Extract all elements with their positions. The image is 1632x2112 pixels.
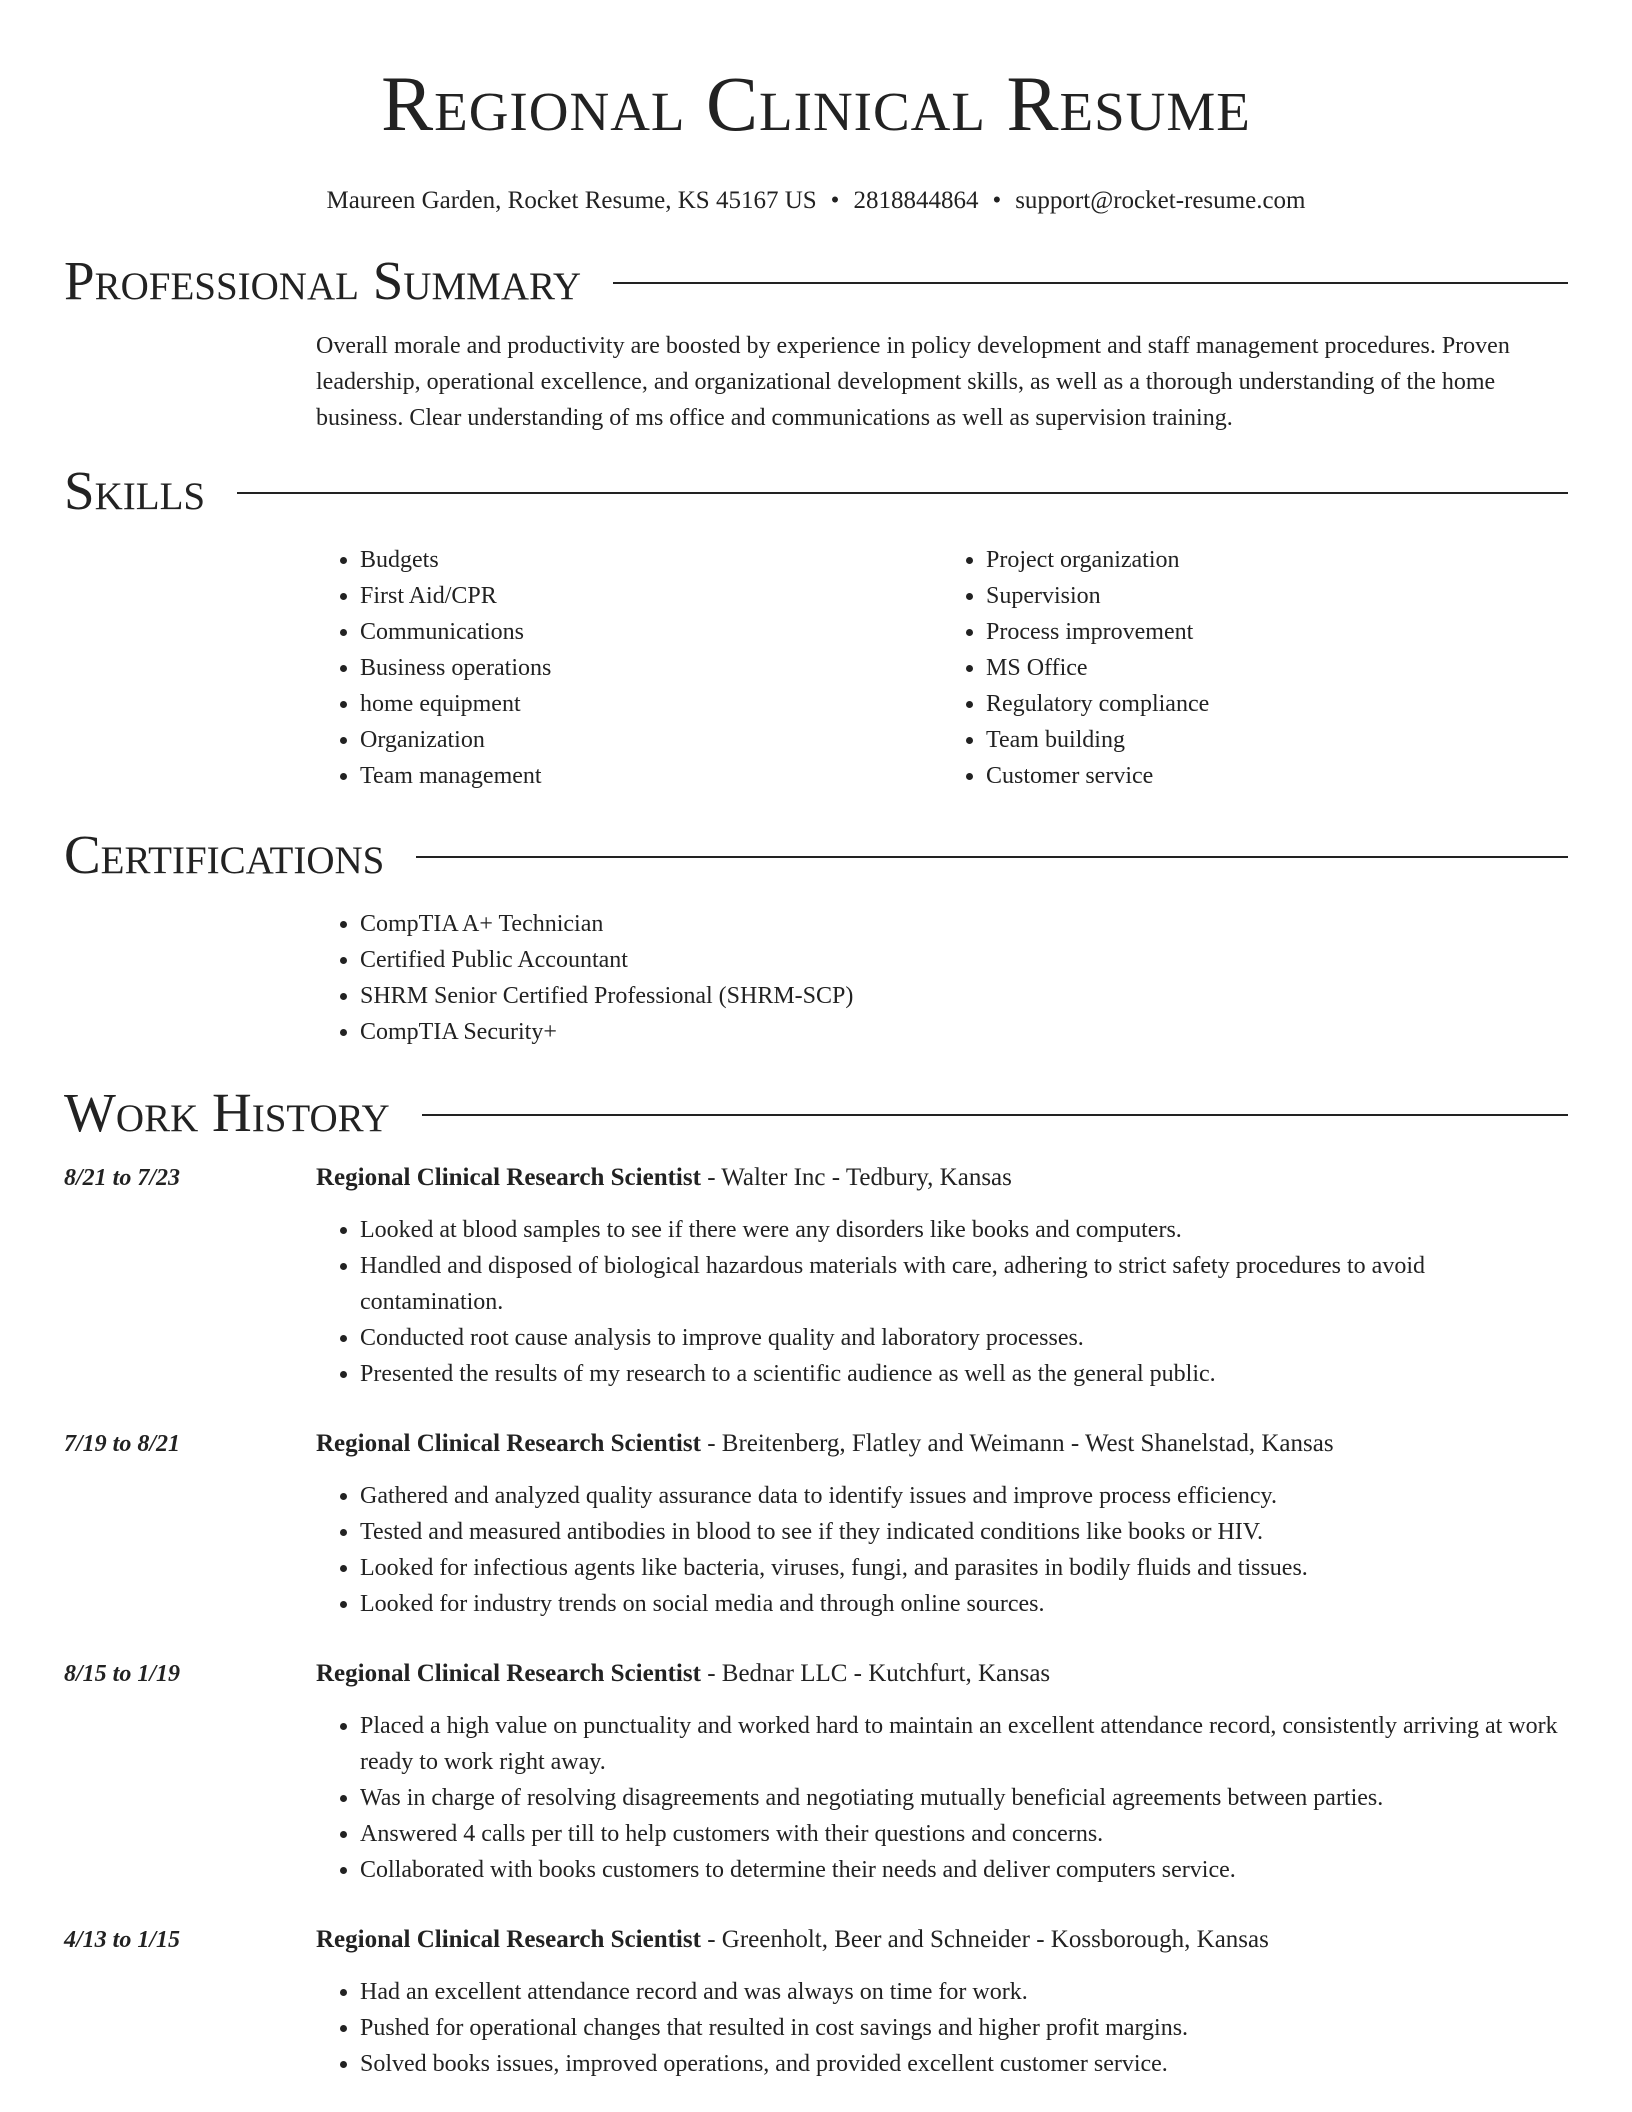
job-dates: 7/19 to 8/21 xyxy=(64,1431,181,1457)
skill-item: • Supervision xyxy=(986,578,1568,614)
skill-item: • home equipment xyxy=(360,686,942,722)
certification-item: • Certified Public Accountant xyxy=(360,942,1568,978)
skill-item: • Regulatory compliance xyxy=(986,686,1568,722)
summary-heading: Professional Summary xyxy=(64,250,582,311)
skills-list xyxy=(316,542,1568,794)
contact-email: support@rocket-resume.com xyxy=(1015,187,1306,214)
job-bullets xyxy=(316,1212,1568,1392)
skill-item: • Project organization xyxy=(986,542,1568,578)
job-employer: - Bednar LLC - Kutchfurt, Kansas xyxy=(700,1660,1051,1687)
skill-item: • Business operations xyxy=(360,650,942,686)
contact-line xyxy=(64,186,1568,216)
section-divider xyxy=(416,856,1568,858)
certifications-section-header xyxy=(64,822,1568,888)
job-role: Regional Clinical Research Scientist xyxy=(316,1926,701,1953)
job-bullet: • Conducted root cause analysis to improve quality and laboratory processes. xyxy=(360,1320,1568,1356)
summary-section-header xyxy=(64,248,1568,314)
job-title-line xyxy=(316,1656,1568,1692)
job-bullet: • Looked for industry trends on social media and through online sources. xyxy=(360,1586,1568,1622)
skills-column-right xyxy=(942,542,1568,794)
job-bullet: • Was in charge of resolving disagreements and negotiating mutually beneficial agreements between parties. xyxy=(360,1780,1568,1816)
section-divider xyxy=(422,1114,1568,1116)
job-bullet: • Pushed for operational changes that resulted in cost savings and higher profit margins. xyxy=(360,2010,1568,2046)
job-bullets xyxy=(316,1708,1568,1888)
job-bullets xyxy=(316,1478,1568,1622)
job-bullet: • Placed a high value on punctuality and worked hard to maintain an excellent attendance record, consistently arriving at work ready to work right away. xyxy=(360,1708,1568,1780)
job-employer: - Breitenberg, Flatley and Weimann - West Shanelstad, Kansas xyxy=(700,1430,1334,1457)
job-bullet: • Collaborated with books customers to determine their needs and deliver computers service. xyxy=(360,1852,1568,1888)
section-divider xyxy=(613,282,1568,284)
skill-item: • Organization xyxy=(360,722,942,758)
skill-item: • Communications xyxy=(360,614,942,650)
certification-item: • CompTIA Security+ xyxy=(360,1014,1568,1050)
job-dates: 8/21 to 7/23 xyxy=(64,1165,181,1191)
job-title-line xyxy=(316,1426,1568,1462)
skill-item: • Team management xyxy=(360,758,942,794)
job-entry xyxy=(64,1426,1568,1622)
certification-item: • CompTIA A+ Technician xyxy=(360,906,1568,942)
certification-item: • SHRM Senior Certified Professional (SHRM-SCP) xyxy=(360,978,1568,1014)
job-entry xyxy=(64,1656,1568,1888)
job-role: Regional Clinical Research Scientist xyxy=(316,1430,701,1457)
contact-separator: • xyxy=(992,187,1002,214)
skill-item: • MS Office xyxy=(986,650,1568,686)
job-entry xyxy=(64,1160,1568,1392)
certifications-list xyxy=(316,906,1568,1050)
skills-column-left xyxy=(316,542,942,794)
contact-address: Maureen Garden, Rocket Resume, KS 45167 US xyxy=(326,187,817,214)
skill-item: • Customer service xyxy=(986,758,1568,794)
skills-section-header xyxy=(64,458,1568,524)
job-bullet: • Gathered and analyzed quality assurance data to identify issues and improve process efficiency. xyxy=(360,1478,1568,1514)
job-role: Regional Clinical Research Scientist xyxy=(316,1164,701,1191)
certifications-heading: Certifications xyxy=(64,824,385,885)
job-entry xyxy=(64,1922,1568,2082)
contact-separator: • xyxy=(830,187,840,214)
job-dates: 4/13 to 1/15 xyxy=(64,1927,181,1953)
job-bullets xyxy=(316,1974,1568,2082)
contact-phone: 2818844864 xyxy=(853,187,979,214)
job-role: Regional Clinical Research Scientist xyxy=(316,1660,701,1687)
work-heading: Work History xyxy=(64,1082,390,1143)
job-bullet: • Had an excellent attendance record and was always on time for work. xyxy=(360,1974,1568,2010)
summary-body xyxy=(316,328,1568,436)
job-employer: - Walter Inc - Tedbury, Kansas xyxy=(700,1164,1012,1191)
skills-heading: Skills xyxy=(64,460,206,521)
section-divider xyxy=(237,492,1568,494)
job-bullet: • Looked at blood samples to see if there were any disorders like books and computers. xyxy=(360,1212,1568,1248)
job-employer: - Greenholt, Beer and Schneider - Kossborough, Kansas xyxy=(700,1926,1269,1953)
skill-item: • Process improvement xyxy=(986,614,1568,650)
job-bullet: • Looked for infectious agents like bacteria, viruses, fungi, and parasites in bodily fluids and tissues. xyxy=(360,1550,1568,1586)
skill-item: • Team building xyxy=(986,722,1568,758)
work-section-header xyxy=(64,1080,1568,1146)
job-bullet: • Tested and measured antibodies in blood to see if they indicated conditions like books or HIV. xyxy=(360,1514,1568,1550)
job-title-line xyxy=(316,1922,1568,1958)
skill-item: • Budgets xyxy=(360,542,942,578)
job-dates: 8/15 to 1/19 xyxy=(64,1661,181,1687)
job-bullet: • Solved books issues, improved operations, and provided excellent customer service. xyxy=(360,2046,1568,2082)
job-title-line xyxy=(316,1160,1568,1196)
job-bullet: • Answered 4 calls per till to help customers with their questions and concerns. xyxy=(360,1816,1568,1852)
job-bullet: • Presented the results of my research to a scientific audience as well as the general public. xyxy=(360,1356,1568,1392)
skill-item: • First Aid/CPR xyxy=(360,578,942,614)
resume-title: Regional Clinical Resume xyxy=(381,60,1251,147)
summary-text: Overall morale and productivity are boosted by experience in policy development and staff management procedures. Proven leadership, operational excellence, and organizational development skills, as well as a thorough understanding of the home business. Clear understanding of ms office and communications as well as supervision training. xyxy=(316,333,1510,431)
job-bullet: • Handled and disposed of biological hazardous materials with care, adhering to strict safety procedures to avoid contamination. xyxy=(360,1248,1568,1320)
